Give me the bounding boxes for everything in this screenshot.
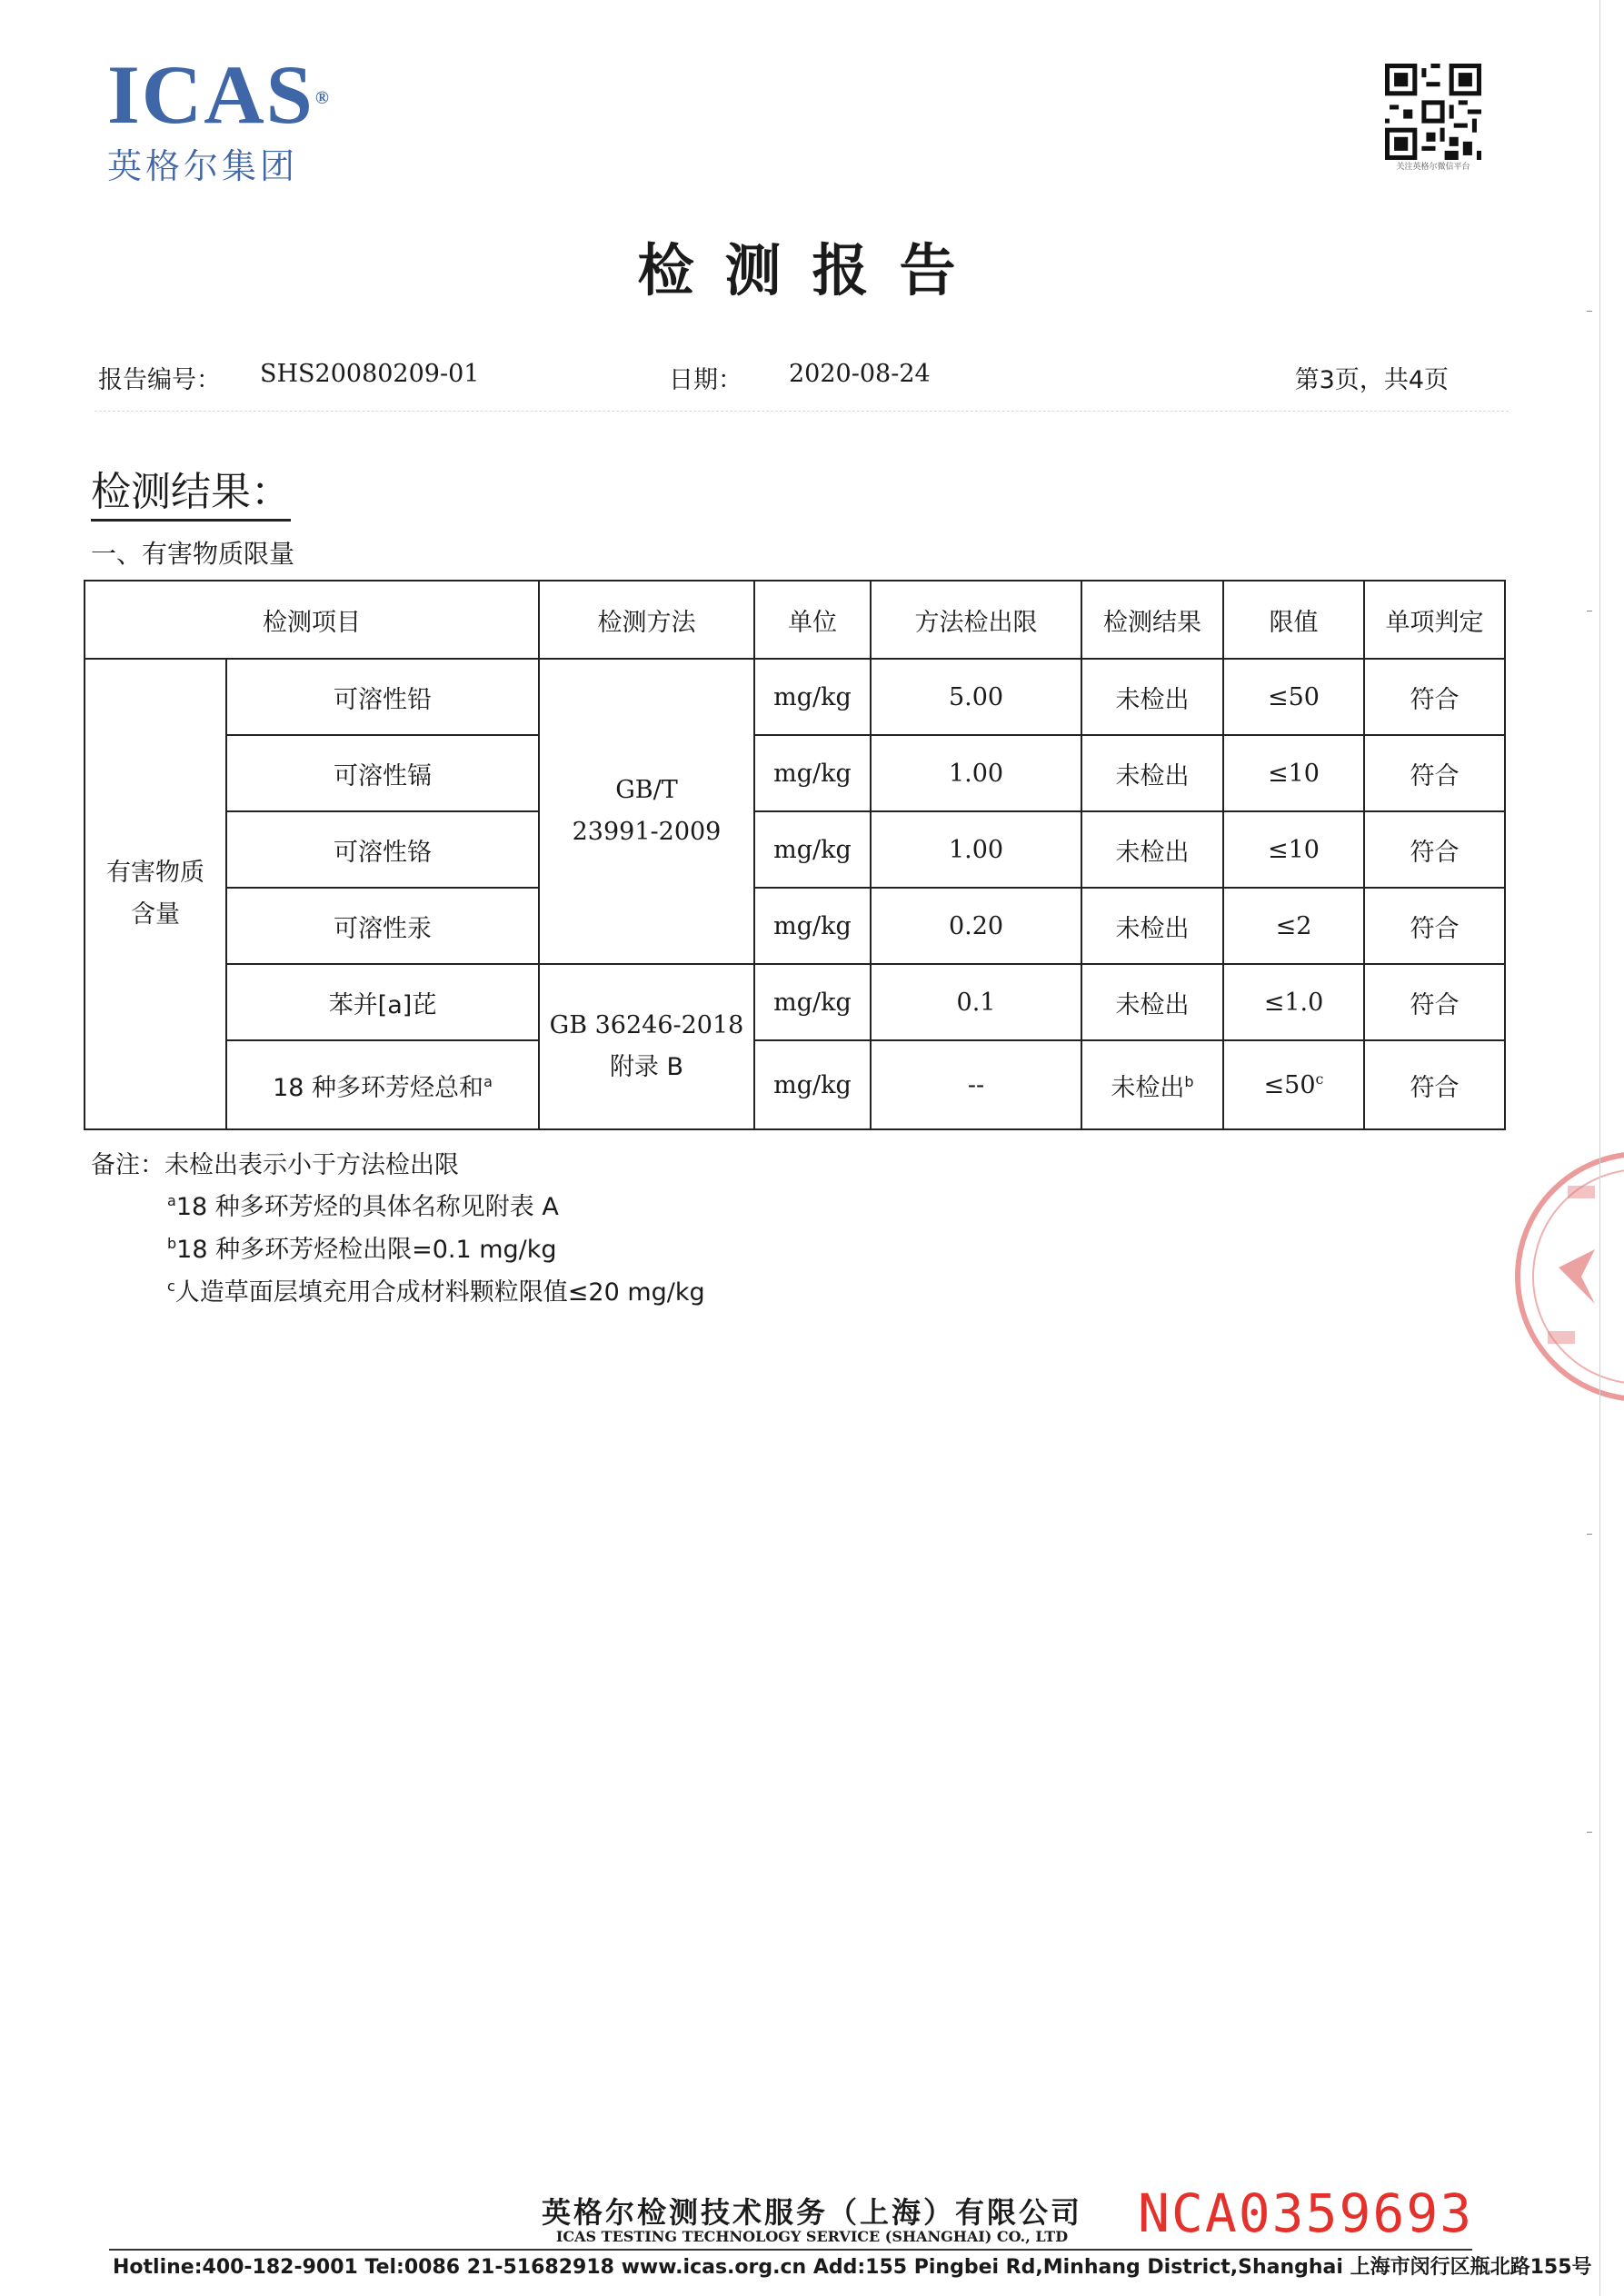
footer-company-name-en: ICAS TESTING TECHNOLOGY SERVICE (SHANGHAI) CO., LTD: [555, 2228, 1069, 2245]
scan-edge-line: [1599, 0, 1600, 2296]
note-text: 18 种多环芳烃检出限=0.1 mg/kg: [176, 1236, 557, 1264]
report-number: SHS20080209-01: [260, 360, 480, 388]
limit-cell: ≤2: [1223, 888, 1364, 964]
group-label-cell: [85, 659, 226, 1129]
item-cell: 可溶性铬: [226, 811, 539, 888]
report-date: 2020-08-24: [789, 360, 931, 388]
item-cell: 可溶性铅: [226, 659, 539, 735]
note-line: 备注：未检出表示小于方法检出限: [91, 1151, 459, 1179]
table-row: [85, 735, 1505, 811]
section-title: 检测结果：: [91, 459, 291, 522]
note-line: [167, 1272, 705, 1307]
logo-wordmark: [107, 48, 331, 141]
unit-cell: mg/kg: [754, 964, 871, 1040]
footer-divider: [109, 2249, 1472, 2251]
table-header-row: [85, 581, 1505, 659]
scan-tick: [1587, 1534, 1592, 1535]
unit-cell: mg/kg: [754, 735, 871, 811]
item-cell: 可溶性镉: [226, 735, 539, 811]
result-text: 未检出: [1111, 1073, 1185, 1102]
footnote-marker: c: [1315, 1069, 1324, 1088]
mdl-cell: 5.00: [871, 659, 1081, 735]
header-verdict: 单项判定: [1364, 581, 1505, 659]
item-cell: 可溶性汞: [226, 888, 539, 964]
mdl-cell: 1.00: [871, 811, 1081, 888]
group-label: 有害物质含量: [106, 859, 204, 929]
header-result: 检测结果: [1081, 581, 1223, 659]
verdict-cell: 符合: [1364, 735, 1505, 811]
unit-cell: mg/kg: [754, 888, 871, 964]
method-line: 23991-2009: [572, 818, 722, 846]
item-cell: 苯并[a]芘: [226, 964, 539, 1040]
note-line: [167, 1229, 557, 1265]
scan-tick: [1587, 1832, 1592, 1833]
mdl-cell: 0.20: [871, 888, 1081, 964]
method-line: GB/T: [615, 776, 678, 804]
table-row: [85, 659, 1505, 735]
unit-cell: mg/kg: [754, 811, 871, 888]
unit-cell: mg/kg: [754, 659, 871, 735]
verdict-cell: 符合: [1364, 659, 1505, 735]
limit-cell: [1223, 1040, 1364, 1129]
mdl-cell: 1.00: [871, 735, 1081, 811]
header-unit: 单位: [754, 581, 871, 659]
report-number-label: 报告编号：: [98, 366, 221, 394]
verdict-cell: 符合: [1364, 1040, 1505, 1129]
header-item: 检测项目: [85, 581, 539, 659]
footnote-marker: b: [1184, 1072, 1194, 1090]
limit-cell: ≤10: [1223, 811, 1364, 888]
note-text: 人造草面层填充用合成材料颗粒限值≤20 mg/kg: [174, 1278, 705, 1307]
header-mdl: 方法检出限: [871, 581, 1081, 659]
qr-code-icon: [1385, 64, 1481, 160]
unit-cell: mg/kg: [754, 1040, 871, 1129]
footer-company-name: 英格尔检测技术服务（上海）有限公司: [541, 2195, 1082, 2230]
result-cell: 未检出: [1081, 888, 1223, 964]
footnote-marker: a: [483, 1072, 493, 1090]
company-logo: [107, 48, 331, 188]
date-label: 日期：: [669, 366, 742, 394]
registered-mark: ®: [314, 88, 331, 108]
scan-tick: [1587, 311, 1592, 312]
meta-divider: [95, 411, 1509, 412]
table-row: [85, 964, 1505, 1040]
results-table: [84, 580, 1506, 1130]
seal-stamp-icon: [1504, 1113, 1624, 1440]
result-cell: 未检出: [1081, 811, 1223, 888]
serial-number: NCA0359693: [1138, 2182, 1474, 2244]
item-text: 18 种多环芳烃总和: [273, 1073, 484, 1102]
qr-caption: 关注英格尔微信平台: [1396, 163, 1470, 172]
footer-contact: Hotline:400-182-9001 Tel:0086 21-51682918 www.icas.org.cn Add:155 Pingbei Rd,Minhang District,Shanghai 上海市闵行区瓶北路155号: [113, 2256, 1592, 2279]
subsection-title: 一、有害物质限量: [91, 539, 295, 569]
method-line: 附录 B: [609, 1053, 684, 1081]
table-row: [85, 811, 1505, 888]
footnote-marker: a: [167, 1192, 176, 1209]
note-text: 18 种多环芳烃的具体名称见附表 A: [175, 1193, 559, 1221]
limit-cell: ≤50: [1223, 659, 1364, 735]
result-cell: 未检出: [1081, 735, 1223, 811]
item-cell: [226, 1040, 539, 1129]
verdict-cell: 符合: [1364, 811, 1505, 888]
verdict-cell: 符合: [1364, 888, 1505, 964]
logo-subtitle: 英格尔集团: [107, 146, 299, 186]
footnote-marker: b: [167, 1235, 177, 1252]
limit-text: ≤50: [1263, 1070, 1316, 1099]
note-line: [167, 1187, 559, 1222]
result-cell: 未检出: [1081, 659, 1223, 735]
verdict-cell: 符合: [1364, 964, 1505, 1040]
method-line: GB 36246-2018: [549, 1011, 744, 1039]
limit-cell: ≤1.0: [1223, 964, 1364, 1040]
method-cell: [539, 659, 754, 964]
document-title: 检测报告: [637, 237, 987, 303]
result-cell: 未检出: [1081, 964, 1223, 1040]
header-limit: 限值: [1223, 581, 1364, 659]
table-row: [85, 888, 1505, 964]
limit-cell: ≤10: [1223, 735, 1364, 811]
logo-text: ICAS: [107, 48, 314, 141]
mdl-cell: 0.1: [871, 964, 1081, 1040]
table-row: [85, 1040, 1505, 1129]
mdl-cell: --: [871, 1040, 1081, 1129]
footnote-marker: c: [167, 1277, 175, 1295]
result-cell: [1081, 1040, 1223, 1129]
header-method: 检测方法: [539, 581, 754, 659]
page-info: 第3页，共4页: [1294, 366, 1449, 394]
method-cell: [539, 964, 754, 1129]
